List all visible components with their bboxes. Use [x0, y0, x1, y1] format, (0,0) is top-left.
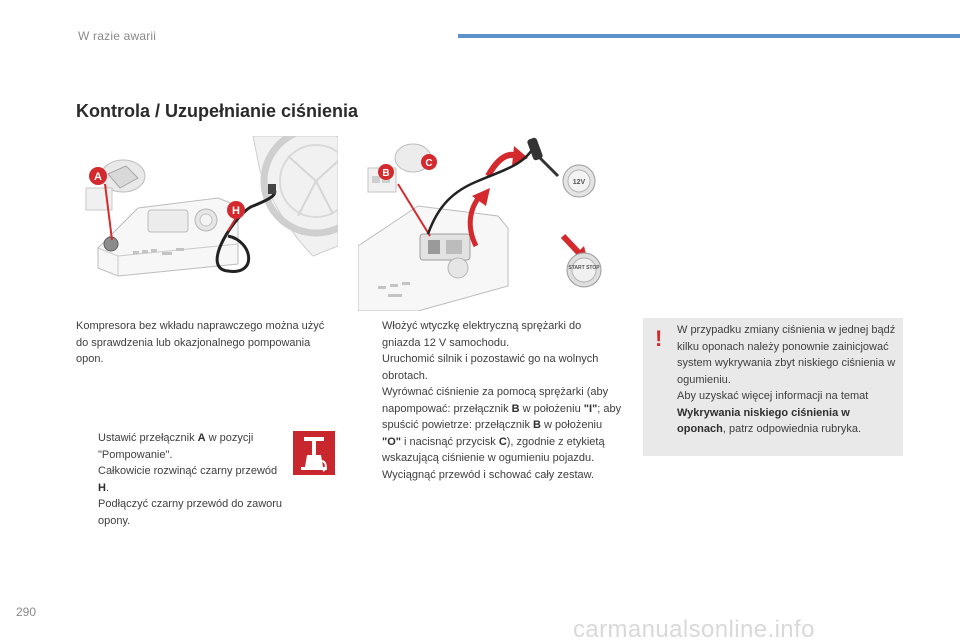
warning-note: [643, 318, 903, 456]
note-text: W przypadku zmiany ciśnienia w jednej bądź kilku oponach należy ponownie zainicjować system wykrywania zbyt niskiego ciśnienia w ogumieniu. Aby uzyskać więcej informacji na temat Wykrywania niskiego ciśnienia w oponach, patrz odpowiednia rubryka.: [677, 324, 896, 435]
list-item: Uruchomić silnik i pozostawić go na wolnych obrotach.: [382, 353, 599, 382]
compressor-illustration: [78, 136, 338, 284]
exclamation-icon: !: [655, 326, 663, 351]
list-item: Podłączyć czarny przewód do zaworu opony.: [98, 498, 283, 527]
steps-right: [360, 318, 622, 483]
start-stop-label: START STOP: [568, 265, 600, 271]
socket-12v-label: 12V: [572, 179, 586, 186]
intro-paragraph: Kompresora bez wkładu naprawczego można użyć do sprawdzenia lub okazjonalnego pompowania opon.: [76, 320, 325, 365]
steps-left: [76, 430, 288, 529]
list-item: Całkowicie rozwinąć czarny przewód H.: [98, 465, 278, 494]
label-b: B: [382, 168, 390, 179]
list-item: Wyrównać ciśnienie za pomocą sprężarki (aby napompować: przełącznik B w położeniu "I"; aby spuścić powietrze: przełącznik B w położeniu "O" i nacisnąć przycisk C), zgodnie z etykietą wskazującą ciśnienie w ogumieniu pojazdu.: [382, 386, 622, 464]
label-c: C: [425, 158, 433, 169]
tyre-pump-icon: [293, 431, 335, 475]
label-h: H: [232, 205, 240, 217]
page-title: Kontrola / Uzupełnianie ciśnienia: [76, 101, 359, 121]
list-item: Włożyć wtyczkę elektryczną sprężarki do gniazda 12 V samochodu.: [382, 320, 582, 349]
section-title: W razie awarii: [78, 29, 157, 43]
list-item: Wyciągnąć przewód i schować cały zestaw.: [382, 468, 595, 481]
page-number: 290: [16, 605, 37, 619]
watermark: carmanualsonline.info: [573, 616, 815, 643]
header-accent-bar: [458, 34, 960, 38]
compressor-plug-illustration: [358, 136, 608, 311]
label-a: A: [94, 171, 102, 183]
list-item: Ustawić przełącznik A w pozycji "Pompowanie".: [98, 432, 254, 461]
